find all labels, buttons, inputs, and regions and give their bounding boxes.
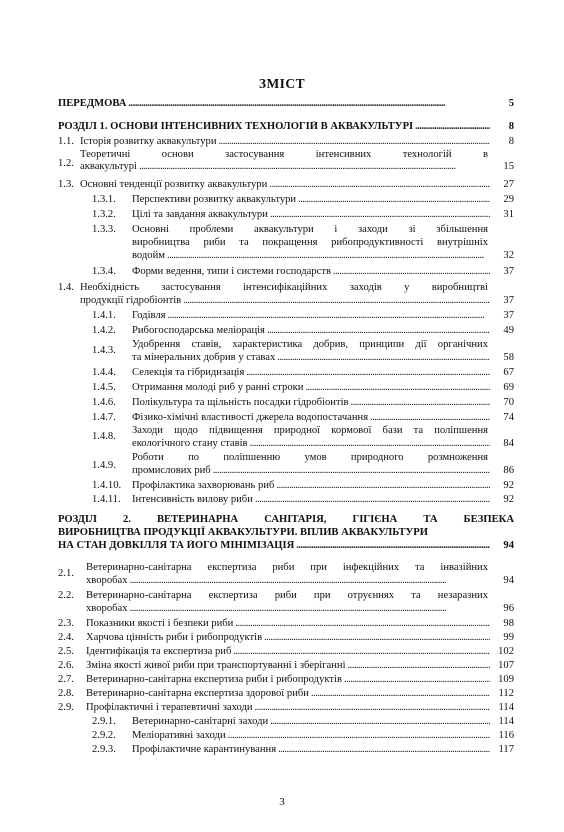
- toc-entry-num: 1.4.: [58, 282, 74, 293]
- toc-entry: 1.4.2. Рибогосподарська меліорація . . . 49: [92, 325, 514, 337]
- toc-entry: 1.4.11. Інтенсивність вилову риби . . . 92: [92, 494, 514, 506]
- toc-entry: 1.4.6. Полікультура та щільність посадки гідробіонтів . . . 70: [92, 397, 514, 409]
- toc-entry-chapter-1: РОЗДІЛ 1. ОСНОВИ ІНТЕНСИВНИХ ТЕХНОЛОГІЙ В АКВАКУЛЬТУРІ . . . 8: [58, 121, 514, 133]
- toc-entry-num: 1.4.8.: [92, 431, 116, 442]
- toc-entry: 2.7. Ветеринарно-санітарна експертиза риби і рибопродуктів . . . 109: [58, 674, 514, 686]
- toc-entry-num: 1.4.3.: [92, 345, 116, 356]
- toc-entry-num: 2.1.: [58, 568, 74, 579]
- toc-entry: 1.3. Основні тенденції розвитку аквакультури . . . 27: [58, 179, 514, 191]
- toc-entry: 2.9.3. Профілактичне карантинування . . . 117: [92, 744, 514, 756]
- toc-entry: Теоретичні основи застосування інтенсивних технологій в аквакультурі . . . 15: [80, 149, 514, 173]
- toc-entry: 1.4.7. Фізико-хімічні властивості джерела водопостачання . . . 74: [92, 412, 514, 424]
- toc-entry: 2.9.1. Ветеринарно-санітарні заходи . . . 114: [92, 716, 514, 728]
- toc-entry: 1.4.5. Отримання молоді риб у ранні строки . . . 69: [92, 382, 514, 394]
- toc-entry: Основні проблеми аквакультури і заходи зі збільшення виробництва риби та покращення рибопродуктивності внутрішніх водойм . . . 32: [132, 224, 514, 262]
- toc-entry: 2.4. Харчова цінність риби і рибопродуктів . . . 99: [58, 632, 514, 644]
- toc-entry-num: 1.3.3.: [92, 224, 116, 235]
- toc-entry: 1.4.10. Профілактика захворювань риб . . . 92: [92, 480, 514, 492]
- toc-entry-chapter-2: РОЗДІЛ 2. ВЕТЕРИНАРНА САНІТАРІЯ, ГІГІЄНА ТА БЕЗПЕКА ВИРОБНИЦТВА ПРОДУКЦІЇ АКВАКУЛЬТУРИ. ВПЛИВ АКВАКУЛЬТУРИ НА СТАН ДОВКІЛЛЯ ТА ЙОГО МІНІМІЗАЦІЯ . . . 94: [58, 514, 514, 552]
- toc-entry: Ветеринарно-санітарна експертиза риби при отруєннях та незаразних хворобах . . . 96: [86, 590, 514, 615]
- toc-entry: 2.5. Ідентифікація та експертиза риб . . . 102: [58, 646, 514, 658]
- toc-entry: 1.3.4. Форми ведення, типи і системи господарств . . . 37: [92, 266, 514, 278]
- toc-entry: 2.6. Зміна якості живої риби при транспортуванні і зберіганні . . . 107: [58, 660, 514, 672]
- toc-entry-num: 1.2.: [58, 158, 74, 169]
- toc-entry: Роботи по поліпшенню умов природного розмноження промислових риб . . . 86: [132, 452, 514, 477]
- toc-entry: 2.9. Профілактичні і терапевтичні заходи . . . 114: [58, 702, 514, 714]
- toc-entry-num: 1.4.9.: [92, 460, 116, 471]
- toc-entry: Ветеринарно-санітарна експертиза риби при інфекційних та інвазійних хворобах . . . 94: [86, 562, 514, 587]
- toc-entry: 2.9.2. Меліоративні заходи . . . 116: [92, 730, 514, 742]
- toc-entry-preface: ПЕРЕДМОВА . . . 5: [58, 98, 514, 110]
- toc-entry-num: 2.2.: [58, 590, 74, 601]
- toc-entry: 2.8. Ветеринарно-санітарна експертиза здорової риби . . . 112: [58, 688, 514, 700]
- page-number: 3: [279, 796, 285, 808]
- toc-entry: 1.1. Історія розвитку аквакультури . . . 8: [58, 136, 514, 148]
- toc-entry: 1.3.2. Цілі та завдання аквакультури . . . 31: [92, 209, 514, 221]
- toc-entry: Заходи щодо підвищення природної кормової бази та поліпшення екологічного стану ставів . . . 84: [132, 425, 514, 450]
- toc-entry: 1.4.1. Годівля . . . 37: [92, 310, 514, 322]
- toc-entry: 2.3. Показники якості і безпеки риби . . . 98: [58, 618, 514, 630]
- page-title: ЗМІСТ: [258, 76, 306, 91]
- toc-entry: Удобрення ставів, характеристика добрив, принципи дії органічних та мінеральних добрив у ставах . . . 58: [132, 339, 514, 364]
- toc-entry: Необхідність застосування інтенсифікаційних заходів у виробництві продукції гідробіонтів . . . 37: [80, 282, 514, 307]
- toc-entry: 1.3.1. Перспективи розвитку аквакультури . . . 29: [92, 194, 514, 206]
- toc-entry: 1.4.4. Селекція та гібридизація . . . 67: [92, 367, 514, 379]
